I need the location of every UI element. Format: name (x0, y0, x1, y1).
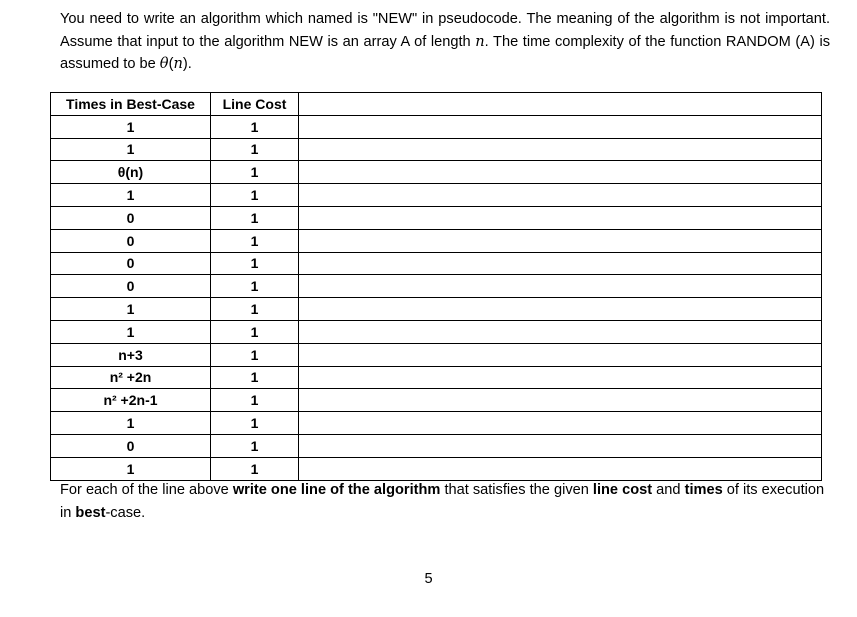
times-cell: 1 (51, 457, 211, 480)
table-header-row (51, 93, 822, 116)
line-cost-cell: 1 (211, 366, 299, 389)
line-cost-cell: 1 (211, 389, 299, 412)
table-row (51, 343, 822, 366)
instruction-text-1: For each of the line above (60, 482, 233, 498)
instruction-bold-times: times (684, 482, 723, 498)
intro-text-1: You need to write an algorithm which named is "NEW" in pseudocode. The meaning of the algorithm is not important. Assume that input to the algorithm NEW is an array A of length (60, 11, 830, 50)
times-cell: n² +2n-1 (51, 389, 211, 412)
page-number: 5 (424, 571, 433, 587)
table-row (51, 412, 822, 435)
algorithm-table (50, 92, 822, 481)
times-cell: 1 (51, 320, 211, 343)
header-times-best-case: Times in Best-Case (51, 93, 211, 116)
times-cell: 0 (51, 434, 211, 457)
table-row (51, 366, 822, 389)
problem-statement (60, 8, 830, 76)
instruction-text-4: of its execution in (60, 482, 825, 521)
table-row (51, 115, 822, 138)
line-cost-cell: 1 (211, 320, 299, 343)
algorithm-line-cell[interactable] (299, 366, 822, 389)
intro-text-2: . The time complexity of the function RANDOM (A) is assumed to be (60, 33, 830, 72)
times-cell: θ(n) (51, 161, 211, 184)
math-open-paren: ( (168, 56, 174, 72)
algorithm-line-cell[interactable] (299, 389, 822, 412)
line-cost-cell: 1 (211, 298, 299, 321)
math-var-n-2: n (173, 55, 183, 72)
algorithm-line-cell[interactable] (299, 138, 822, 161)
table-row (51, 275, 822, 298)
algorithm-line-cell[interactable] (299, 434, 822, 457)
algorithm-line-cell[interactable] (299, 412, 822, 435)
line-cost-cell: 1 (211, 184, 299, 207)
instruction-bold-line-cost: line cost (592, 482, 653, 498)
table-row (51, 389, 822, 412)
instruction-text-2: that satisfies the given (440, 482, 593, 498)
times-cell: 1 (51, 138, 211, 161)
math-theta: θ (159, 55, 169, 72)
table-row (51, 161, 822, 184)
times-cell: 1 (51, 184, 211, 207)
line-cost-cell: 1 (211, 252, 299, 275)
algorithm-line-cell[interactable] (299, 161, 822, 184)
algorithm-line-cell[interactable] (299, 184, 822, 207)
header-line-cost: Line Cost (211, 93, 299, 116)
line-cost-cell: 1 (211, 412, 299, 435)
line-cost-cell: 1 (211, 229, 299, 252)
times-cell: 1 (51, 298, 211, 321)
table-row (51, 320, 822, 343)
line-cost-cell: 1 (211, 115, 299, 138)
math-var-n: n (475, 32, 485, 50)
algorithm-line-cell[interactable] (299, 343, 822, 366)
intro-text-3: . (187, 56, 192, 72)
algorithm-line-cell[interactable] (299, 115, 822, 138)
table-row (51, 434, 822, 457)
line-cost-cell: 1 (211, 275, 299, 298)
line-cost-cell: 1 (211, 206, 299, 229)
instruction-text (60, 479, 835, 524)
table-row (51, 138, 822, 161)
line-cost-cell: 1 (211, 138, 299, 161)
table-body (51, 115, 822, 480)
algorithm-line-cell[interactable] (299, 252, 822, 275)
header-algorithm-line (299, 93, 822, 116)
table-row (51, 206, 822, 229)
times-cell: 0 (51, 252, 211, 275)
times-cell: 0 (51, 229, 211, 252)
algorithm-line-cell[interactable] (299, 206, 822, 229)
times-cell: n+3 (51, 343, 211, 366)
algorithm-line-cell[interactable] (299, 457, 822, 480)
line-cost-cell: 1 (211, 434, 299, 457)
algorithm-line-cell[interactable] (299, 229, 822, 252)
line-cost-cell: 1 (211, 457, 299, 480)
instruction-text-3: and (652, 482, 685, 498)
table-row (51, 229, 822, 252)
algorithm-line-cell[interactable] (299, 298, 822, 321)
table-row (51, 298, 822, 321)
instruction-text-5: -case. (105, 504, 146, 521)
table-row (51, 184, 822, 207)
times-cell: 1 (51, 115, 211, 138)
table-row (51, 457, 822, 480)
instruction-bold-write-line: write one line of the algorithm (232, 482, 441, 498)
instruction-bold-best: best (75, 504, 106, 521)
math-close-paren: ) (182, 56, 188, 72)
algorithm-line-cell[interactable] (299, 275, 822, 298)
times-cell: n² +2n (51, 366, 211, 389)
algorithm-line-cell[interactable] (299, 320, 822, 343)
line-cost-cell: 1 (211, 343, 299, 366)
times-cell: 1 (51, 412, 211, 435)
times-cell: 0 (51, 206, 211, 229)
line-cost-cell: 1 (211, 161, 299, 184)
table-row (51, 252, 822, 275)
times-cell: 0 (51, 275, 211, 298)
